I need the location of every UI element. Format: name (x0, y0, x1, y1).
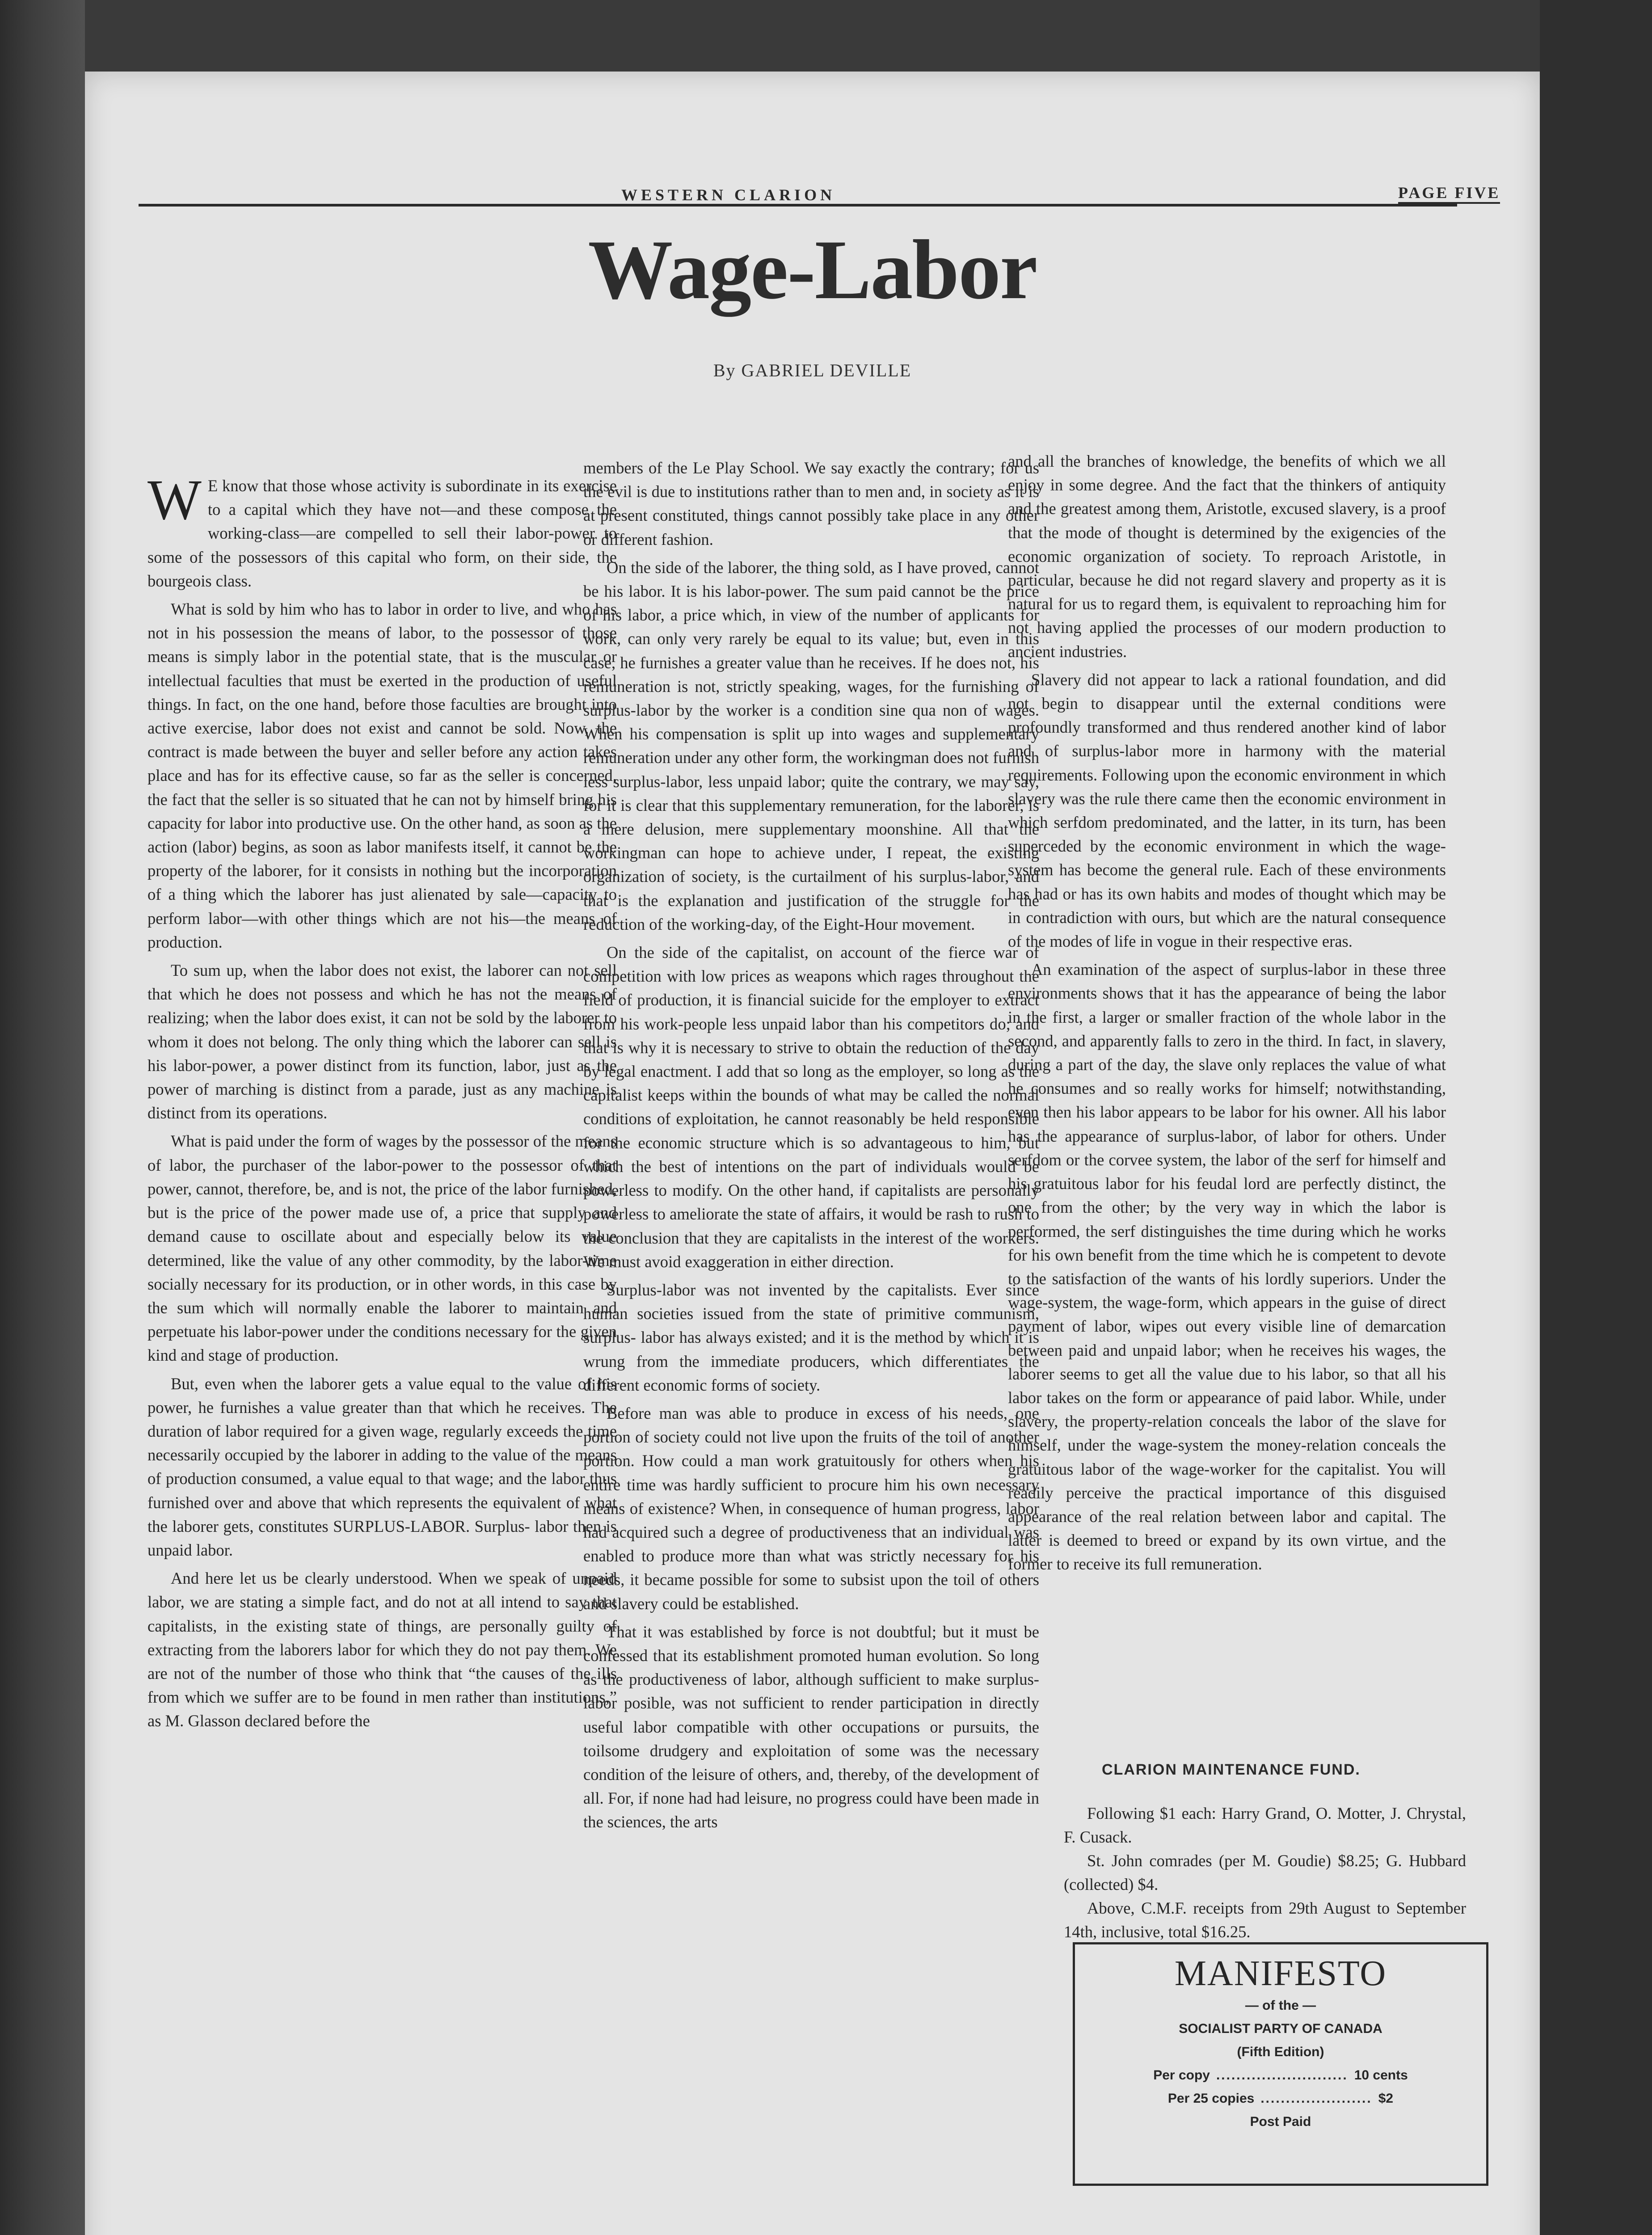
masthead-title: WESTERN CLARION (621, 186, 836, 204)
price-per-copy: Per copy .......................... 10 cents (1153, 2068, 1408, 2083)
post-paid-note: Post Paid (1250, 2114, 1311, 2129)
manifesto-advertisement (1073, 1942, 1488, 2186)
price-per-25: Per 25 copies ...................... $2 (1167, 2091, 1394, 2106)
article-paragraph: On the side of the capitalist, on account of the fierce war of competition with low prices as weapons which rages throughout the field of production, it is financial suicide for the employer to extract from his work-people less unpaid labor than his competitors do; and that is why it is necessary to strive to obtain the reduction of the day by legal enactment. I add that so long as the employer, so long as the capitalist keeps within the bounds of what may be called the normal conditions of exploitation, he cannot reasonably be held responsible for the economic structure which is so advantageous to him, but which the best of intentions on the part of individuals would be powerless to modify. On the other hand, if capitalists are personally powerless to ameliorate the state of affairs, it would be rash to rush to the conclusion that they are capitalists in the interest of the workers. We must avoid exaggeration in either direction. (583, 943, 1039, 1271)
scan-background (1540, 0, 1652, 2235)
article-column-3 (1008, 449, 1446, 1581)
article-paragraph: Slavery did not appear to lack a rational foundation, and did not begin to disappear until the external conditions were profoundly transformed and thus rendered another kind of labor and of surplus-labor more in harmony with the material requirements. Following upon the economic environment in which slavery was the rule there came then the economic environment in which serfdom predominated, and the latter, in its turn, has been superceded by the economic environment in which the wage-system has become the general rule. Each of these environments has had or has its own habits and modes of thought which may be in contradiction with ours, but which are the natural consequence of the modes of life in vogue in their respective eras. (1008, 670, 1446, 951)
article-paragraph: On the side of the laborer, the thing sold, as I have proved, cannot be his labor. It is his labor-power. The sum paid cannot be the price of his labor, a price which, in view of the number of applicants for work, can only very rarely be equal to its value; but, even in this case, he furnishes a greater value than he receives. If he does not, his remuneration is not, strictly speaking, wages, for the furnishing of surplus-labor by the worker is a condition sine qua non of wages. When his compensation is split up into wages and supplementary remuneration under any other form, the workingman does not furnish less surplus-labor, less unpaid labor; quite the contrary, we may say, for it is clear that this supplementary remuneration, for the laborer, is a mere delusion, mere supplementary moonshine. All that the workingman can hope to achieve under, I repeat, the existing organization of society, is the curtailment of his surplus-labor, and that is the explanation and justification of the struggle for the reduction of the working-day, of the Eight-Hour movement. (583, 558, 1039, 933)
manifesto-edition: (Fifth Edition) (1237, 2045, 1324, 2059)
fund-heading: CLARION MAINTENANCE FUND. (1102, 1761, 1361, 1778)
article-paragraph: What is sold by him who has to labor in order to live, and who has not in his possession the means of labor, to the possessor of those means is simply labor in the potential state, that is the muscular or intellectual faculties that must be exerted in the production of useful things. In fact, on the one hand, before those faculties are brought into active exercise, labor does not exist and cannot be sold. Now, the contract is made between the buyer and seller before any action takes place and has for its effective cause, so far as the seller is concerned, the fact that the seller is so situated that he can not by himself bring his capacity for labor into productive use. On the other hand, as soon as the action (labor) begins, as soon as labor manifests itself, it cannot be the property of the laborer, for it consists in nothing but the incorporation of a thing which the laborer has just alienated by sale—capacity to perform labor—with other things which are not his—the means of production. (148, 600, 617, 951)
newspaper-page (85, 72, 1540, 2235)
article-paragraph: That it was established by force is not doubtful; but it must be confessed that its establishment promoted human evolution. So long as the productiveness of labor, although sufficient to make surplus-labor posible, was not sufficient to render participation in directly useful labor compatible with other occupations or pursuits, the toilsome drudgery and exploitation of some was the necessary condition of the leisure of others, and, thereby, of the development of all. For, if none had had leisure, no progress could have been made in the sciences, the arts (583, 1622, 1039, 1831)
article-paragraph: and all the branches of knowledge, the benefits of which we all enjoy in some degree. And the fact that the thinkers of antiquity and the greatest among them, Aristotle, excused slavery, is a proof that the mode of thought is determined by the exigencies of the economic organization of society. To reproach Aristotle, in particular, because he did not regard slavery and property as it is natural for us to regard them, is equivalent to reproaching him for not having applied the processes of our modern production to ancient industries. (1008, 452, 1446, 661)
article-column-1 (148, 468, 617, 1737)
article-paragraph: W E know that those whose activity is subordinate in its exercise to a capital which they have not—and these compose the working-class—are compelled to sell their labor-power to some of the possessors of this capital who form, on their side, the bourgeois class. (148, 468, 617, 590)
article-title: Wage-Labor (588, 223, 1037, 317)
drop-cap: W (148, 468, 202, 531)
manifesto-of-the: — of the — (1245, 1998, 1316, 2013)
fund-entry: Above, C.M.F. receipts from 29th August to September 14th, inclusive, total $16.25. (1064, 1899, 1466, 1941)
article-paragraph: But, even when the laborer gets a value equal to the value of his power, he furnishes a value greater than that which he receives. The duration of labor required for a given wage, regularly exceeds the time necessarily occupied by the laborer in adding to the value of the means of production consumed, a value equal to that wage; and the labor thus furnished over and above that which represents the equivalent of what the laborer gets, constitutes SURPLUS-LABOR. Surplus- labor then is unpaid labor. (148, 1374, 617, 1559)
article-paragraph: To sum up, when the labor does not exist, the laborer can not sell that which he does not possess and which he has not the means of realizing; when the labor does exist, it can not be sold by the laborer to whom it does not belong. The only thing which the laborer can sell is his labor-power, a power distinct from its function, labor, just as the power of marching is distinct from a parade, just as any machine is distinct from its operations. (148, 961, 617, 1122)
fund-list (1064, 1801, 1466, 1944)
fund-entry: St. John comrades (per M. Goudie) $8.25; G. Hubbard (collected) $4. (1064, 1851, 1466, 1893)
page-number: PAGE FIVE (1398, 183, 1500, 204)
adjacent-page-edge (0, 0, 85, 2235)
header-rule (139, 204, 1457, 207)
fund-entry: Following $1 each: Harry Grand, O. Motter, J. Chrystal, F. Cusack. (1064, 1804, 1466, 1846)
article-paragraph: What is paid under the form of wages by the possessor of the means of labor, the purchaser of the labor-power to the possessor of that power, cannot, therefore, be, and is not, the price of the labor furnished, but is the price of the power made use of, a price that supply and demand cause to oscillate about and especially below its value determined, like the value of any other commodity, by the labor-time socially necessary for its production, or in other words, in this case by the sum which will normally enable the laborer to maintain and perpetuate his labor-power under the conditions necessary for the given kind and stage of production. (148, 1132, 617, 1365)
article-column-2 (583, 456, 1039, 1839)
article-paragraph: And here let us be clearly understood. When we speak of unpaid labor, we are stating a simple fact, and do not at all intend to say that capitalists, in the existing state of things, are personally guilty of extracting from the laborers labor for which they do not pay them. We are not of the number of those who think that “the causes of the ills from which we suffer are to be found in men rather than institutions,” as M. Glasson declared before the (148, 1569, 617, 1730)
article-paragraph: Surplus-labor was not invented by the capitalists. Ever since human societies issued from the state of primitive communism, surplus- labor has always existed; and it is the method by which it is wrung from the immediate producers, which differentiates the different economic forms of society. (583, 1280, 1039, 1394)
manifesto-party: SOCIALIST PARTY OF CANADA (1179, 2021, 1382, 2036)
article-paragraph: Before man was able to produce in excess of his needs, one portion of society could not live upon the fruits of the toil of another portion. How could a man work gratuitously for others when his entire time was hardly sufficient to procure him his own necessary means of existence? When, in consequence of human progress, labor had acquired such a degree of productiveness that an individual was enabled to produce more than what was strictly necessary for his needs, it became possible for some to subsist upon the toil of others and slavery could be established. (583, 1404, 1039, 1613)
article-paragraph: An examination of the aspect of surplus-labor in these three environments shows that it has the appearance of being the labor in the first, a larger or smaller fraction of the whole labor in the second, and apparently falls to zero in the third. In fact, in slavery, during a part of the day, the slave only replaces the value of what he consumes and so really works for himself; notwithstanding, even then his labor appears to be labor for his owner. All his labor has the appearance of surplus-labor, of labor for others. Under serfdom or the corvee system, the labor of the serf for himself and his gratuitous labor for his feudal lord are perfectly distinct, the one from the other; by the very way in which the labor is performed, the serf distinguishes the time during which he works for his own benefit from the time which he is competent to devote to the satisfaction of the wants of his lordly superiors. Under the wage-system, the wage-form, which appears in the guise of direct payment of labor, wipes out every visible line of demarcation between paid and unpaid labor; when he receives his wages, the laborer seems to get all the value due to his labor, so that all his labor takes on the form or appearance of paid labor. While, under slavery, the property-relation conceals the labor of the slave for himself, under the wage-system the money-relation conceals the gratuitous labor of the wage-worker for the capitalist. You will readily perceive the practical importance of this disguised appearance of the real relation between labor and capital. The latter is deemed to breed or expand by its own virtue, and the former to receive its full remuneration. (1008, 960, 1446, 1573)
manifesto-title: MANIFESTO (1174, 1954, 1387, 1993)
article-paragraph: members of the Le Play School. We say exactly the contrary; for us the evil is due to institutions rather than to men and, in society as it is at present constituted, things cannot possibly take place in any other or different fashion. (583, 459, 1039, 548)
article-byline: By GABRIEL DEVILLE (713, 360, 912, 380)
